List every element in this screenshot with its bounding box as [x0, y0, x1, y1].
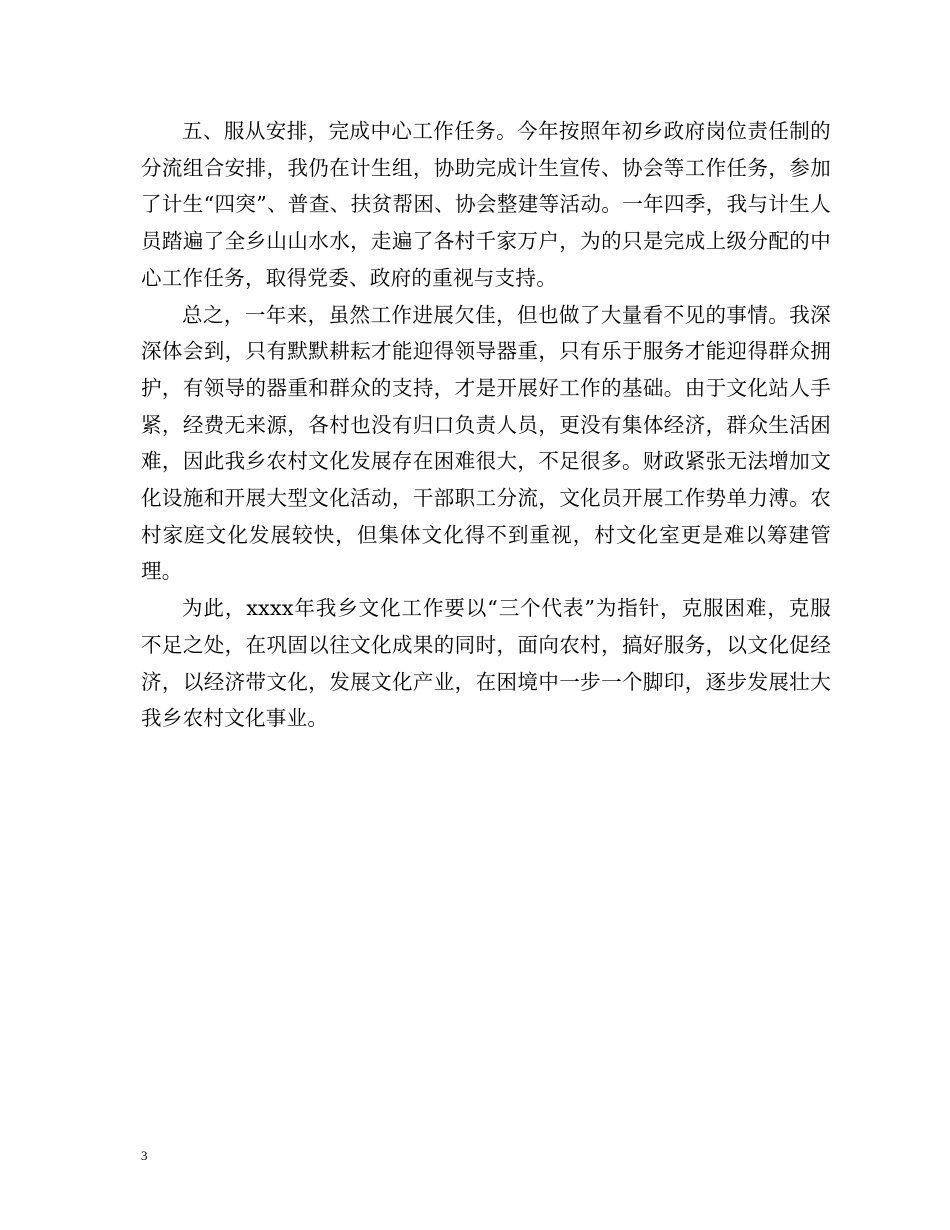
page-number: 3 — [141, 1148, 148, 1163]
paragraph-task-completion: 五、服从安排，完成中心工作任务。今年按照年初乡政府岗位责任制的分流组合安排，我仍在计生组，协助完成计生宣传、协会等工作任务，参加了计生“四突”、普查、扶贫帮困、协会整建等活动。一年四季，我与计生人员踏遍了全乡山山水水，走遍了各村千家万户，为的只是完成上级分配的中心工作任务，取得党委、政府的重视与支持。 — [141, 119, 831, 290]
document-body — [141, 113, 831, 737]
paragraph-plan: 为此，xxxx年我乡文化工作要以“三个代表”为指针，克服困难，克服不足之处，在巩固以往文化成果的同时，面向农村，搞好服务，以文化促经济，以经济带文化，发展文化产业，在困境中一步一个脚印，逐步发展壮大我乡农村文化事业。 — [141, 596, 831, 731]
paragraph-summary: 总之，一年来，虽然工作进展欠佳，但也做了大量看不见的事情。我深深体会到，只有默默耕耘才能迎得领导器重，只有乐于服务才能迎得群众拥护，有领导的器重和群众的支持，才是开展好工作的基础。由于文化站人手紧，经费无来源，各村也没有归口负责人员，更没有集体经济，群众生活困难，因此我乡农村文化发展存在困难很大，不足很多。财政紧张无法增加文化设施和开展大型文化活动，干部职工分流，文化员开展工作势单力溥。农村家庭文化发展较快，但集体文化得不到重视，村文化室更是难以筹建管理。 — [141, 302, 831, 584]
